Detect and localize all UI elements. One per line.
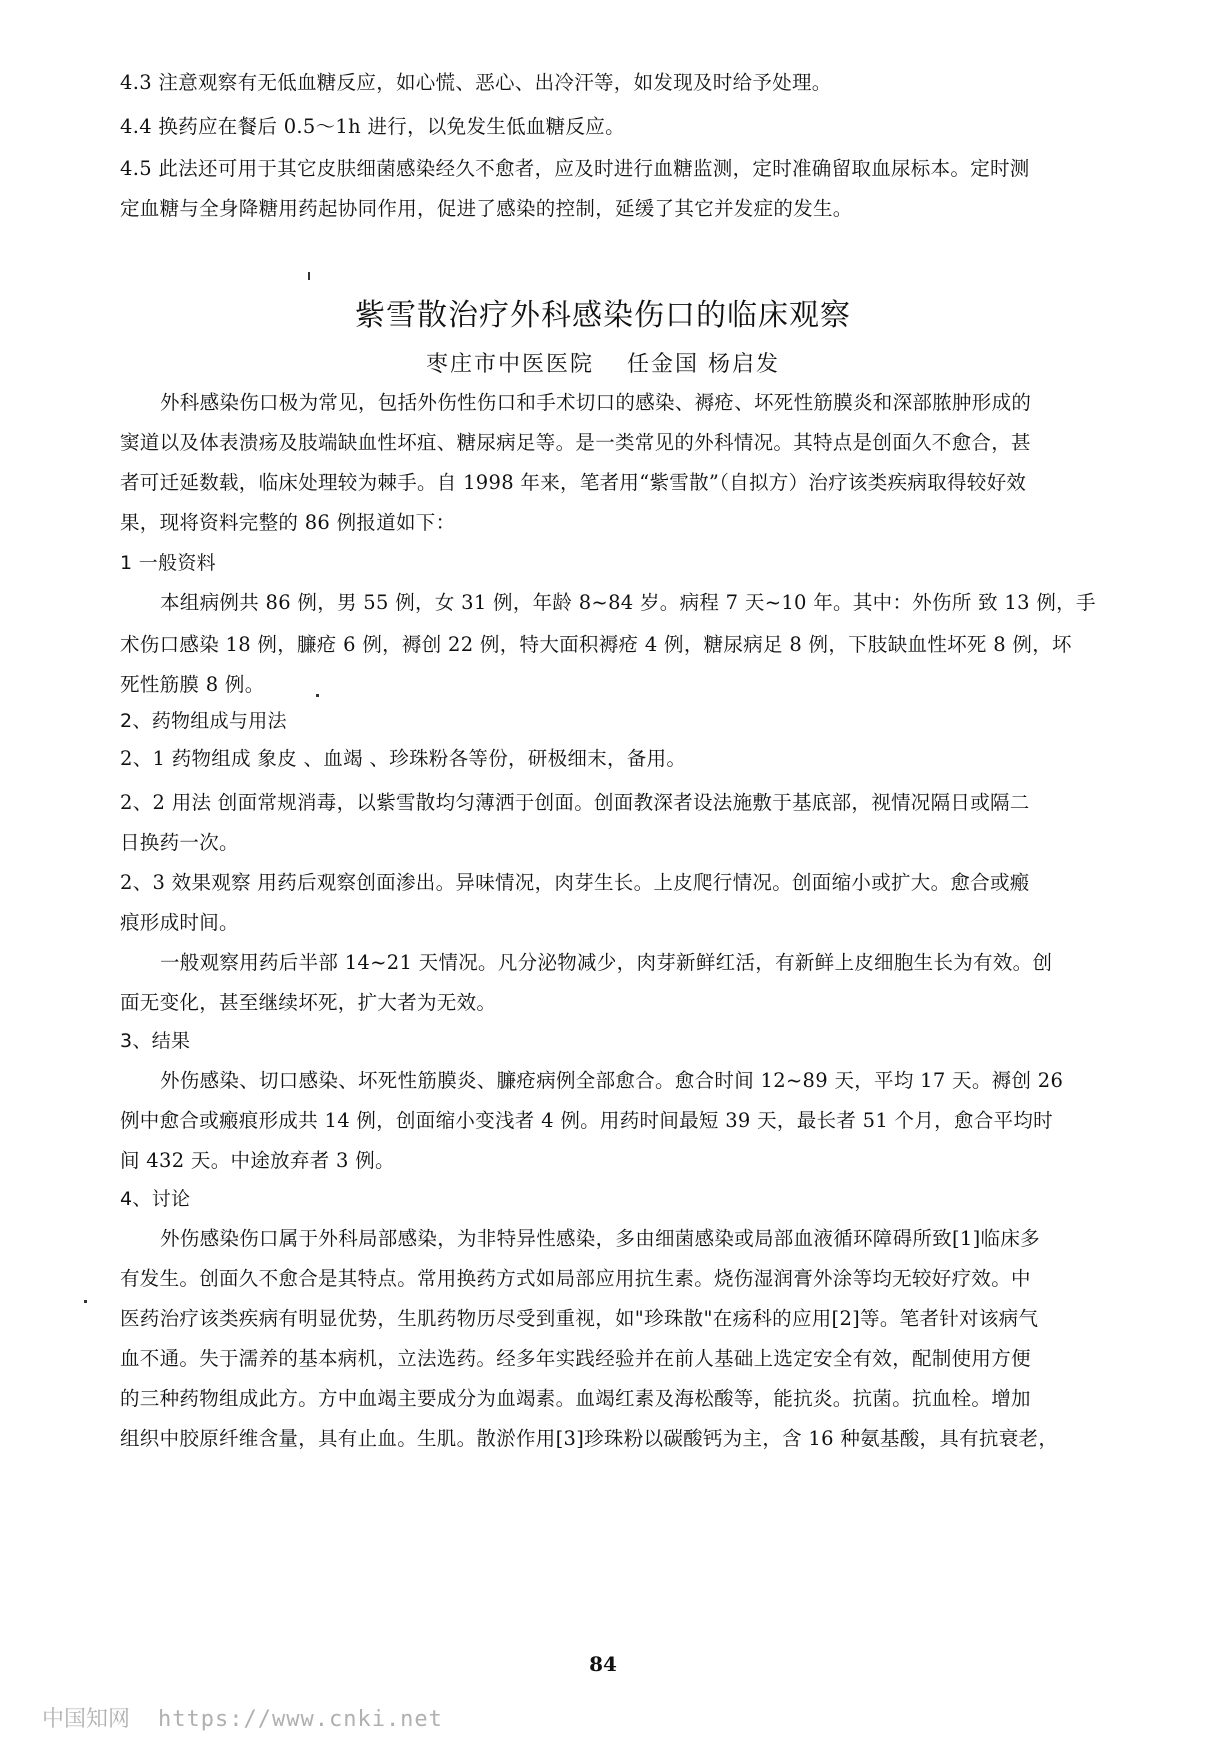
s1-line-2: 术伤口感染 18 例，臁疮 6 例，褥创 22 例，特大面积褥疮 4 例，糖尿病足 8 例，下肢缺血性坏死 8 例，坏 <box>120 633 1072 656</box>
s2-obs-line-2: 面无变化，甚至继续坏死，扩大者为无效。 <box>120 991 497 1014</box>
intro-line-3: 者可迁延数载，临床处理较为棘手。自 1998 年来，笔者用“紫雪散”（自拟方）治疗该类疾病取得较好效 <box>120 471 1027 494</box>
prev-item-4-5: 4.5 此法还可用于其它皮肤细菌感染经久不愈者，应及时进行血糖监测，定时准确留取血尿标本。定时测 <box>120 157 1030 180</box>
intro-line-2: 窦道以及体表溃疡及肢端缺血性坏疽、糖尿病足等。是一类常见的外科情况。其特点是创面久不愈合，甚 <box>120 431 1031 454</box>
s4-line-5: 的三种药物组成此方。方中血竭主要成分为血竭素。血竭红素及海松酸等，能抗炎。抗菌。抗血栓。增加 <box>120 1387 1031 1410</box>
s2-obs-line-1: 一般观察用药后半部 14~21 天情况。凡分泌物减少，肉芽新鲜红活，有新鲜上皮细胞生长为有效。创 <box>160 951 1053 974</box>
s4-line-1: 外伤感染伤口属于外科局部感染，为非特异性感染，多由细菌感染或局部血液循环障碍所致[1]临床多 <box>160 1227 1040 1250</box>
s2-3-line-2: 痕形成时间。 <box>120 911 239 934</box>
s2-3-line-1: 2、3 效果观察 用药后观察创面渗出。异味情况，肉芽生长。上皮爬行情况。创面缩小或扩大。愈合或瘢 <box>120 871 1030 894</box>
s2-2-line-1: 2、2 用法 创面常规消毒，以紫雪散均匀薄洒于创面。创面教深者设法施敷于基底部，视情况隔日或隔二 <box>120 791 1030 814</box>
prev-item-4-4: 4.4 换药应在餐后 0.5～1h 进行，以免发生低血糖反应。 <box>120 115 625 138</box>
prev-item-4-5-cont: 定血糖与全身降糖用药起协同作用，促进了感染的控制，延缓了其它并发症的发生。 <box>120 197 853 220</box>
s3-line-3: 间 432 天。中途放弃者 3 例。 <box>120 1149 395 1172</box>
section-3-heading: 3、结果 <box>120 1030 191 1052</box>
article-title: 紫雪散治疗外科感染伤口的临床观察 <box>355 298 851 333</box>
s3-line-2: 例中愈合或瘢痕形成共 14 例，创面缩小变浅者 4 例。用药时间最短 39 天，最长者 51 个月，愈合平均时 <box>120 1109 1053 1132</box>
s2-1: 2、1 药物组成 象皮 、血竭 、珍珠粉各等份，研极细末，备用。 <box>120 747 687 770</box>
s4-line-6: 组织中胶原纤维含量，具有止血。生肌。散淤作用[3]珍珠粉以碳酸钙为主，含 16 种氨基酸，具有抗衰老， <box>120 1427 1059 1450</box>
intro-line-4: 果，现将资料完整的 86 例报道如下： <box>120 511 456 534</box>
s4-line-3: 医药治疗该类疾病有明显优势，生肌药物历尽受到重视，如"珍珠散"在疡科的应用[2]等。笔者针对该病气 <box>120 1307 1039 1330</box>
watermark-brand: 中国知网 <box>42 1707 131 1732</box>
scan-speck <box>308 272 310 280</box>
scan-speck <box>84 1300 87 1303</box>
prev-item-4-3: 4.3 注意观察有无低血糖反应，如心慌、恶心、出冷汗等，如发现及时给予处理。 <box>120 71 832 94</box>
s4-line-2: 有发生。创面久不愈合是其特点。常用换药方式如局部应用抗生素。烧伤湿润膏外涂等均无较好疗效。中 <box>120 1267 1031 1290</box>
watermark-url: https://www.cnki.net <box>158 1707 443 1732</box>
affiliation: 枣庄市中医医院 <box>425 352 594 377</box>
section-4-heading: 4、讨论 <box>120 1188 191 1210</box>
section-1-heading: 1 一般资料 <box>120 552 216 574</box>
s1-line-3: 死性筋膜 8 例。 <box>120 673 265 696</box>
scan-speck <box>316 694 319 697</box>
authors: 任金国 杨启发 <box>627 352 780 377</box>
section-2-heading: 2、药物组成与用法 <box>120 710 287 732</box>
intro-line-1: 外科感染伤口极为常见，包括外伤性伤口和手术切口的感染、褥疮、坏死性筋膜炎和深部脓肿形成的 <box>160 391 1032 414</box>
s1-line-1: 本组病例共 86 例，男 55 例，女 31 例，年龄 8~84 岁。病程 7 天~10 年。其中：外伤所 致 13 例，手 <box>160 591 1096 614</box>
cnki-watermark <box>42 1702 443 1733</box>
s3-line-1: 外伤感染、切口感染、坏死性筋膜炎、臁疮病例全部愈合。愈合时间 12~89 天，平均 17 天。褥创 26 <box>160 1069 1064 1092</box>
page-number: 84 <box>589 1652 617 1676</box>
article-byline <box>0 350 1206 380</box>
s4-line-4: 血不通。失于濡养的基本病机，立法选药。经多年实践经验并在前人基础上选定安全有效，配制使用方便 <box>120 1347 1031 1370</box>
s2-2-line-2: 日换药一次。 <box>120 831 239 854</box>
